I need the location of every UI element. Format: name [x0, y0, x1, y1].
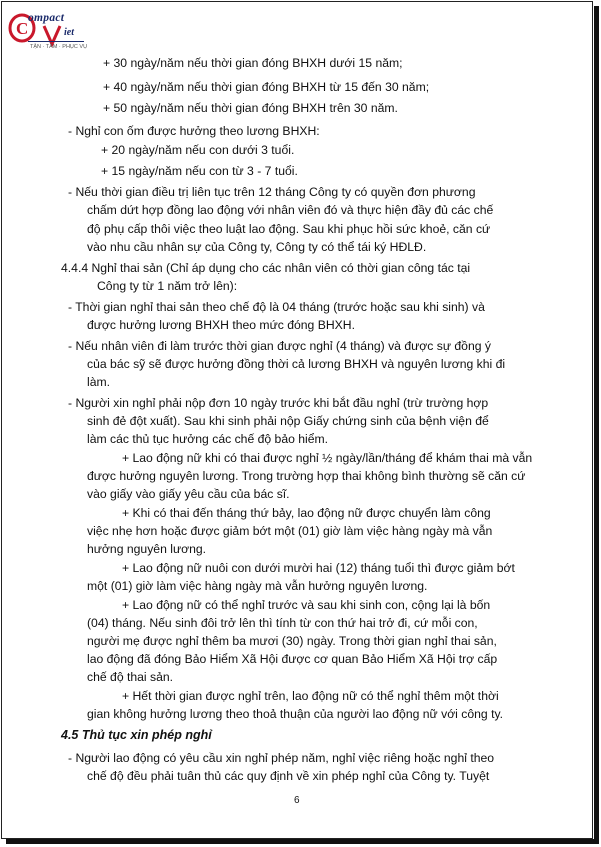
text-line: sinh đẻ đột xuất). Sau khi sinh phải nộp Giấy chứng sinh của bệnh viện để [87, 414, 489, 428]
text-line: + 15 ngày/năm nếu con từ 3 - 7 tuổi. [101, 164, 298, 178]
section-heading-4-4-4: 4.4.4 Nghỉ thai sản (Chỉ áp dụng cho các nhân viên có thời gian công tác tại [61, 261, 471, 275]
text-line: chấm dứt hợp đồng lao động với nhân viên đó và thực hiện đầy đủ các chế [87, 203, 494, 217]
text-line: được hưởng nguyên lương. Trong trường hợp thai không bình thường sẽ căn cứ [87, 469, 526, 483]
text-line: một (01) giờ làm việc hàng ngày mà vẫn hưởng nguyên lương. [87, 579, 428, 593]
page-number: 6 [294, 795, 300, 806]
text-line: gian không hưởng lương theo thoả thuận của người lao động nữ với công ty. [87, 707, 504, 721]
text-line: - Người xin nghỉ phải nộp đơn 10 ngày trước khi bắt đầu nghỉ (trừ trường hợp [68, 396, 489, 410]
text-line: + Khi có thai đến tháng thứ bảy, lao động nữ được chuyển làm công [122, 506, 491, 520]
text-line: chế độ thai sản. [87, 670, 174, 684]
text-line: - Nếu thời gian điều trị liên tục trên 12 tháng Công ty có quyền đơn phương [68, 185, 476, 199]
text-line: + 30 ngày/năm nếu thời gian đóng BHXH dưới 15 năm; [103, 56, 403, 70]
text-line: + 20 ngày/năm nếu con dưới 3 tuổi. [101, 143, 295, 157]
text-line: + 50 ngày/năm nếu thời gian đóng BHXH trên 30 năm. [103, 101, 398, 115]
text-line: + Lao động nữ nuôi con dưới mười hai (12) tháng tuổi thì được giảm bớt [122, 561, 515, 575]
text-line: người mẹ được nghỉ thêm ba mươi (30) ngày. Trong thời gian nghỉ thai sản, [87, 634, 497, 648]
company-logo: C ompact iet TẬN · TÂM · PHỤC VỤ [8, 8, 98, 54]
text-line: chế độ đều phải tuân thủ các quy định về xin phép nghỉ của Công ty. Tuyệt [87, 769, 490, 783]
text-line: được hưởng lương BHXH theo mức đóng BHXH. [87, 318, 355, 332]
text-line: hưởng nguyên lương. [87, 542, 207, 556]
text-line: + Lao động nữ khi có thai được nghỉ ½ ngày/lần/tháng để khám thai mà vẫn [122, 451, 533, 465]
text-line: làm. [87, 375, 111, 389]
text-line: + 40 ngày/năm nếu thời gian đóng BHXH từ 15 đến 30 năm; [103, 80, 430, 94]
text-line: vào nhu cầu nhân sự của Công ty, Công ty có thể tái ký HĐLĐ. [87, 240, 427, 254]
text-line: - Thời gian nghỉ thai sản theo chế độ là 04 tháng (trước hoặc sau khi sinh) và [68, 300, 485, 314]
text-line: việc nhẹ hơn hoặc được giảm bớt một (01) giờ làm việc hàng ngày mà vẫn [87, 524, 493, 538]
text-line: độ phụ cấp thôi việc theo luật lao động. Sau khi phục hồi sức khoẻ, căn cứ [87, 222, 491, 236]
text-line: vào giấy vào giấy yêu cầu của bác sĩ. [87, 487, 290, 501]
text-line: Công ty từ 1 năm trở lên): [97, 279, 238, 293]
text-line: làm các thủ tục hưởng các chế độ bảo hiểm. [87, 432, 329, 446]
text-line: của bác sỹ sẽ được hưởng đồng thời cả lương BHXH và nguyên lương khi đi [87, 357, 506, 371]
text-line: - Nghỉ con ốm được hưởng theo lương BHXH: [68, 124, 320, 138]
section-heading-4-5: 4.5 Thủ tục xin phép nghỉ [61, 728, 212, 742]
text-line: - Nếu nhân viên đi làm trước thời gian được nghỉ (4 tháng) và được sự đồng ý [68, 339, 491, 353]
text-line: lao động đã đóng Bảo Hiểm Xã Hội được cơ quan Bảo Hiểm Xã Hội trợ cấp [87, 652, 498, 666]
svg-text:C: C [16, 19, 29, 38]
page-shadow-right [594, 6, 599, 844]
page-shadow-bottom [6, 839, 599, 844]
text-line: + Hết thời gian được nghỉ trên, lao động nữ có thể nghỉ thêm một thời [122, 689, 499, 703]
text-line: (04) tháng. Nếu sinh đôi trở lên thì tính từ con thứ hai trở đi, cứ mỗi con, [87, 616, 478, 630]
text-line: - Người lao động có yêu cầu xin nghỉ phép năm, nghỉ việc riêng hoặc nghỉ theo [68, 751, 495, 765]
text-line: + Lao động nữ có thể nghỉ trước và sau khi sinh con, cộng lại là bốn [122, 598, 491, 612]
